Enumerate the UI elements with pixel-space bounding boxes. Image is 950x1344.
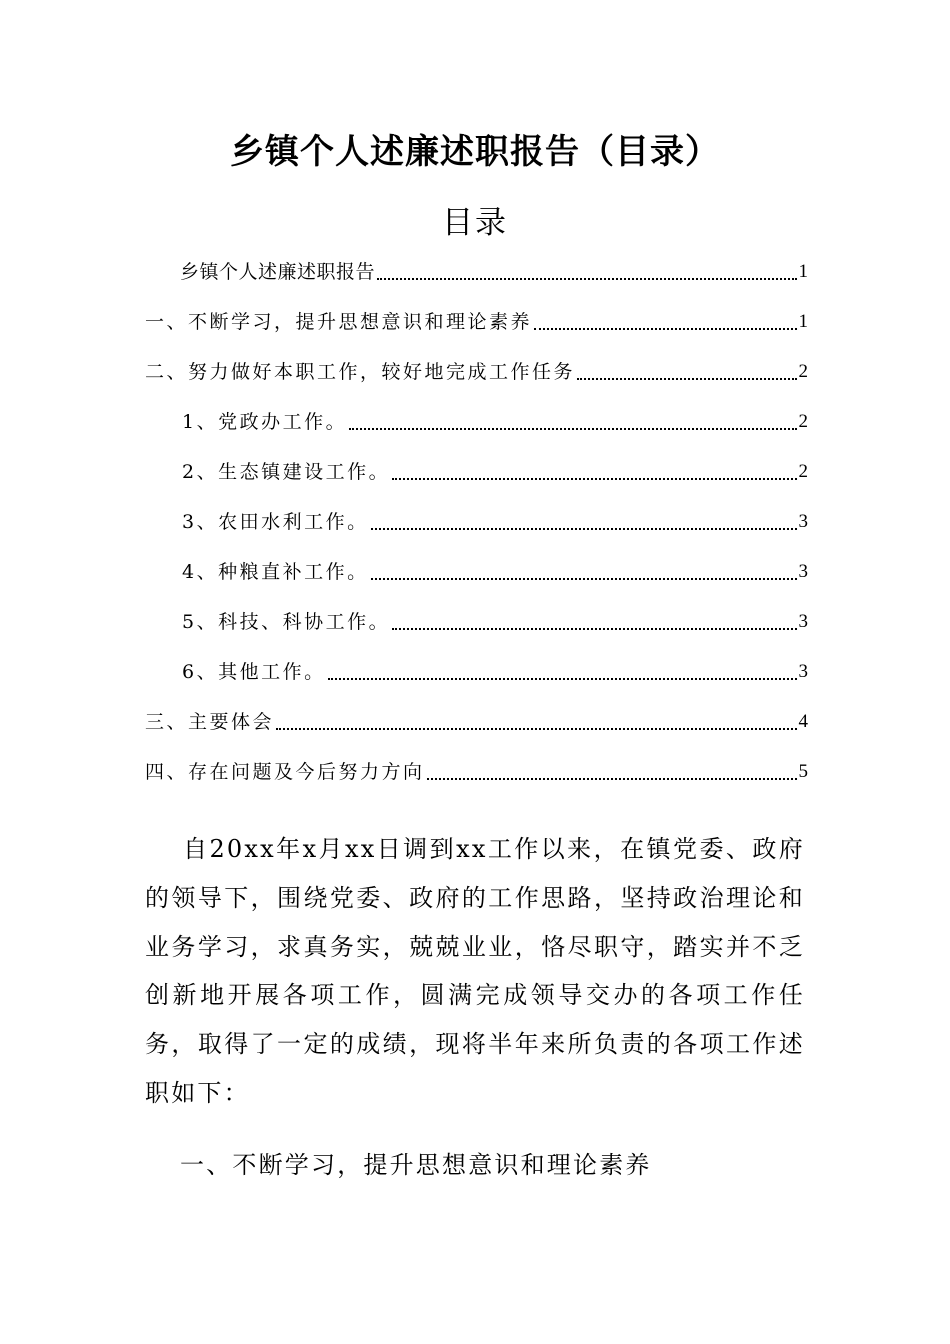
toc-entry-page: 3 [798,511,808,532]
toc-leader-dots [577,378,796,380]
section-heading: 一、不断学习，提升思想意识和理论素养 [180,1151,652,1179]
toc-leader-dots [534,328,796,330]
toc-leader-dots [392,478,796,480]
toc-entry[interactable] [182,505,808,539]
toc-entry-label: 5、科技、科协工作。 [182,611,391,633]
toc-entry-label: 2、生态镇建设工作。 [182,461,391,483]
toc-entry[interactable] [145,705,808,739]
toc-leader-dots [328,678,797,680]
toc-heading: 目录 [442,205,508,241]
toc-entry-page: 1 [798,311,808,332]
toc-entry-page: 3 [798,561,808,582]
document-title: 乡镇个人述廉述职报告（目录） [230,132,720,172]
toc-entry[interactable] [145,355,808,389]
toc-leader-dots [276,728,796,730]
toc-leader-dots [392,628,796,630]
toc-entry-page: 1 [798,261,808,282]
toc-entry-label: 二、努力做好本职工作，较好地完成工作任务 [145,361,576,383]
toc-entry[interactable] [182,605,808,639]
toc-entry-label: 3、农田水利工作。 [182,511,369,533]
toc-entry[interactable] [182,405,808,439]
toc-entry[interactable] [180,255,808,289]
toc-leader-dots [371,528,797,530]
toc-entry-page: 3 [798,611,808,632]
toc-leader-dots [427,778,797,780]
toc-entry[interactable] [182,455,808,489]
toc-entry[interactable] [145,755,808,789]
toc-leader-dots [349,428,796,430]
toc-entry-label: 1、党政办工作。 [182,411,348,433]
toc-entry-page: 5 [798,761,808,782]
toc-entry-label: 6、其他工作。 [182,661,326,683]
toc-entry-label: 四、存在问题及今后努力方向 [145,761,425,783]
toc-entry[interactable] [182,655,808,689]
toc-entry[interactable] [182,555,808,589]
toc-entry[interactable] [145,305,808,339]
toc-leader-dots [377,278,796,280]
toc-entry-label: 4、种粮直补工作。 [182,561,369,583]
toc-entry-label: 一、不断学习，提升思想意识和理论素养 [145,311,533,333]
toc-entry-page: 2 [798,361,808,382]
toc-entry-page: 2 [798,411,808,432]
toc-entry-page: 4 [798,711,808,732]
toc-leader-dots [371,578,797,580]
toc-entry-label: 三、主要体会 [145,711,275,733]
toc-entry-page: 3 [798,661,808,682]
toc-entry-page: 2 [798,461,808,482]
intro-paragraph: 自20xx年x月xx日调到xx工作以来，在镇党委、政府的领导下，围绕党委、政府的工作思路，坚持政治理论和业务学习，求真务实，兢兢业业，恪尽职守，踏实并不乏创新地开展各项工作，圆满完成领导交办的各项工作任务，取得了一定的成绩，现将半年来所负责的各项工作述职如下： [145,835,805,1107]
toc-entry-label: 乡镇个人述廉述职报告 [180,261,376,283]
